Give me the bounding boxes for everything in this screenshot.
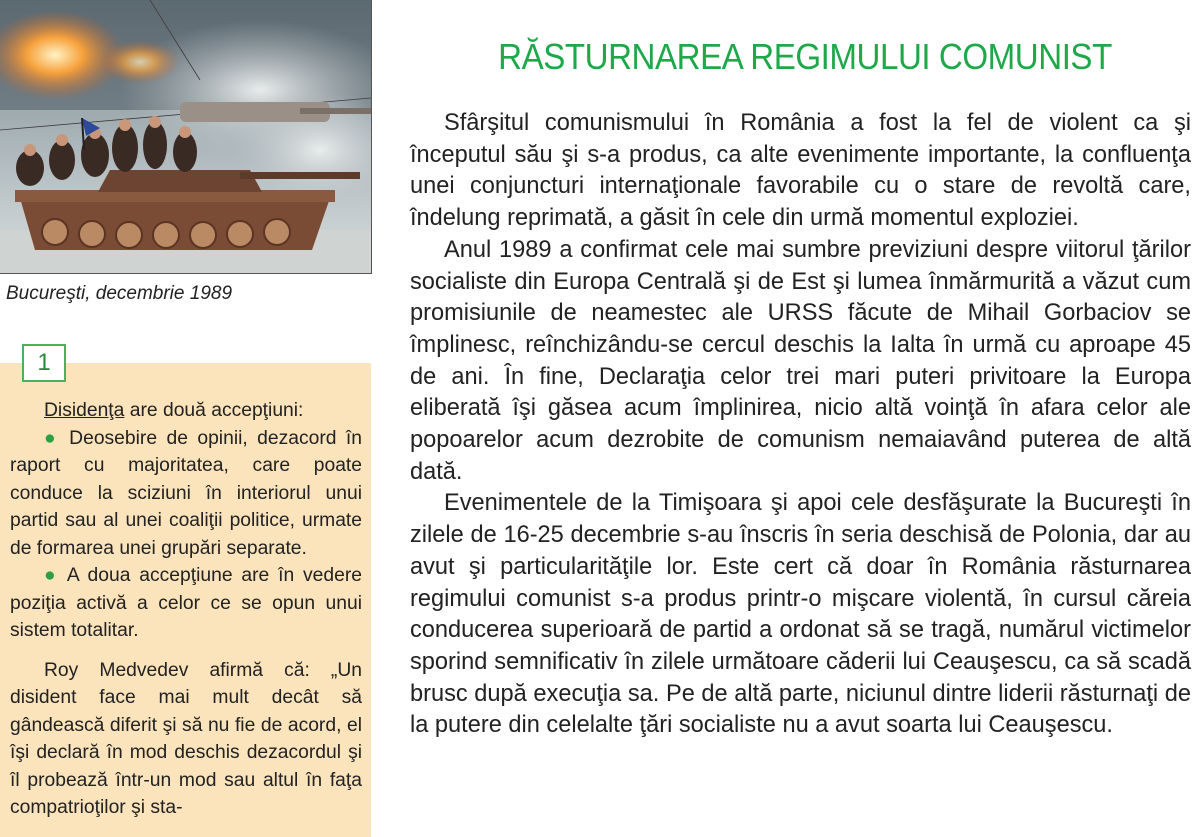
definition-intro-rest: are două accepţiuni:	[124, 400, 304, 421]
tank-photo-icon	[0, 0, 371, 273]
bullet-dot-icon: ●	[44, 565, 60, 586]
box-number-badge: 1	[22, 344, 66, 382]
tank-photo	[0, 0, 372, 274]
definition-term: Disidenţa	[44, 400, 125, 421]
paragraph-1: Sfârşitul comunismului în România a fost la fel de violent ca şi începutul său şi s-a produs, ca alte evenimente importante, la confluenţa unei conjuncturi internaţionale favorabile cu o stare de revoltă care, îndelung reprimată, a găsit în cele din urmă momentul exploziei.	[410, 110, 1191, 232]
bullet-dot-icon: ●	[44, 427, 60, 449]
bullet-2-text: A doua accepţiune are în vedere poziţia activă a celor ce se opun unui sistem totalitar.	[10, 565, 362, 641]
bullet-1-text: Deosebire de opinii, dezacord în raport cu majoritatea, care poate conduce la sciziuni în interiorul unui partid sau al unei coaliţii politice, urmate de formarea unei grupări separate.	[10, 427, 363, 559]
paragraph-3: Evenimentele de la Timişoara şi apoi cele desfăşurate la Bucureşti în zilele de 16-25 decembrie s-au înscris în seria deschisă de Polonia, dar au avut şi particularităţile lor. Este cert că doar în România răsturnarea regimului comunist s-a produs printr-o mişcare violentă, în cursul căreia conducerea superioară de partid a ordonat să se tragă, numărul victimelor sporind semnificativ în zilele următoare căderii lui Ceauşescu, ca să scadă brusc după execuţia sa. Pe de altă parte, niciunul dintre liderii răsturnaţi de la putere din celelalte ţări socialiste nu a avut soarta lui Ceauşescu.	[410, 490, 1191, 739]
definition-bullet-2	[10, 562, 362, 645]
photo-caption: Bucureşti, decembrie 1989	[6, 283, 233, 304]
definition-bullet-1	[10, 425, 362, 563]
main-body	[410, 108, 1191, 742]
definition-intro	[10, 397, 362, 425]
definition-text	[10, 397, 362, 822]
paragraph-2: Anul 1989 a confirmat cele mai sumbre previziuni despre viitorul ţărilor socialiste din Europa Centrală şi de Est şi lumea înmărmurită a văzut cum promisiunile de neamestec ale URSS făcute de Mihail Gorbaciov se împlinesc, reînchizându-se cercul deschis la Ialta în urmă cu aproape 45 de ani. În fine, Declaraţia celor trei mari puteri privitoare la Europa eliberată îşi găsea acum împlinirea, nicio altă voinţă în afara celor ale popoarelor acum dezrobite de comunism nemaiavând puterea de altă dată.	[410, 236, 1191, 485]
medvedev-quote: Roy Medvedev afirmă că: „Un disident face mai mult decât să gândească diferit şi să nu fie de acord, el îşi declară în mod deschis dezacordul şi îl probează într-un mod sau altul în faţa compatrioţilor şi sta-	[10, 659, 362, 818]
page-title: RĂSTURNAREA REGIMULUI COMUNIST	[498, 36, 1112, 77]
